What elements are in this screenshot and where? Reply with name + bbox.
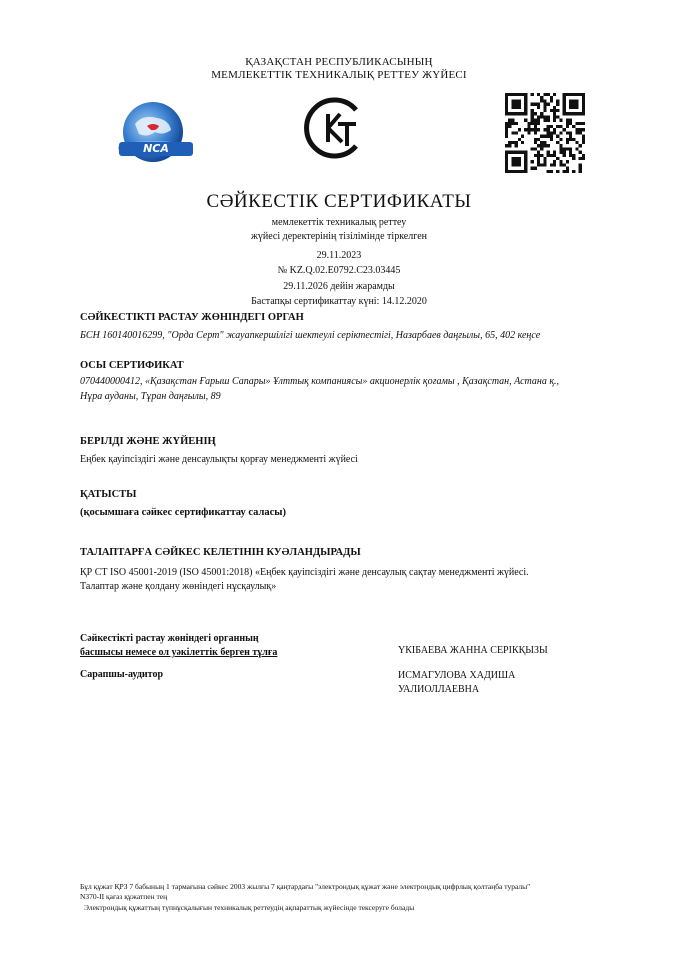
system-label: БЕРІЛДІ ЖӘНЕ ЖҮЙЕНІҢ	[80, 436, 216, 447]
requirements-label: ТАЛАПТАРҒА СӘЙКЕС КЕЛЕТІНІН КУӘЛАНДЫРАДЫ	[80, 547, 361, 558]
header-line-2: МЕМЛЕКЕТТІК ТЕХНИКАЛЫҚ РЕТТЕУ ЖҮЙЕСІ	[211, 69, 467, 81]
scope-value: (қосымшаға сәйкес сертификаттау саласы)	[80, 507, 287, 518]
certificate-holder-line-2: Нұра ауданы, Тұран даңғылы, 89	[80, 391, 221, 402]
nca-logo-text: NCA	[143, 142, 169, 155]
body-value: БСН 160140016299, "Орда Серт" жауапкершілігі шектеулі серіктестігі, Назарбаев даңғылы, 65, 402 кеңсе	[80, 330, 541, 341]
certificate-number: № KZ.Q.02.E0792.C23.03445	[277, 265, 401, 276]
certificate-holder-label: ОСЫ СЕРТИФИКАТ	[80, 360, 184, 371]
body-label: СӘЙКЕСТІКТІ РАСТАУ ЖӨНІНДЕГІ ОРГАН	[80, 312, 304, 323]
requirements-line-2: Талаптар және қолдану жөніндегі нұсқаулық»	[80, 581, 277, 592]
auditor-name-line-1: ИСМАГУЛОВА ХАДИША	[398, 670, 516, 681]
certificate-holder-line-1: 070440000412, «Қазақстан Ғарыш Сапары» Ұлттық компаниясы» акционерлік қоғамы , Қазақстан, Астана қ.,	[80, 376, 560, 387]
header-line-1: ҚАЗАҚСТАН РЕСПУБЛИКАСЫНЫҢ	[245, 56, 433, 68]
registry-line-2: жүйесі деректерінің тізілімінде тіркелген	[250, 231, 427, 242]
footer-line-3: Электрондық құжаттың түпнұсқалығын техникалық реттеудің ақпараттық жүйесінде тексеруге болады	[84, 903, 415, 912]
valid-until: 29.11.2026 дейін жарамды	[283, 281, 395, 292]
auditor-label: Сарапшы-аудитор	[80, 669, 164, 680]
conformity-mark-logo	[302, 96, 366, 160]
qr-code	[505, 93, 585, 173]
footer-line-1: Бұл құжат ҚРЗ 7 бабының 1 тармағына сәйкес 2003 жылғы 7 қаңтардағы "электрондық құжат және электрондық цифрлық қолтаңба туралы"	[80, 882, 531, 891]
registry-line-1: мемлекеттік техникалық реттеу	[271, 217, 407, 228]
system-value: Еңбек қауіпсіздігі және денсаулықты қорғау менеджменті жүйесі	[80, 454, 358, 465]
initial-certification-date: Бастапқы сертификаттау күні: 14.12.2020	[251, 296, 427, 307]
registration-date: 29.11.2023	[316, 250, 362, 261]
head-signatory-name: ҮКІБАЕВА ЖАННА СЕРІКҚЫЗЫ	[398, 645, 548, 656]
scope-label: ҚАТЫСТЫ	[80, 489, 137, 500]
footer-line-2: N370-II қағаз құжатпен тең	[80, 892, 168, 901]
head-signatory-label-line-1: Сәйкестікті растау жөніндегі органның	[80, 633, 259, 644]
certificate-title: СӘЙКЕСТІК СЕРТИФИКАТЫ	[206, 191, 472, 212]
requirements-line-1: ҚР СТ ISO 45001-2019 (ISO 45001:2018) «Еңбек қауіпсіздігі және денсаулық сақтау менеджменті жүйесі.	[80, 567, 529, 578]
nca-logo	[113, 96, 199, 176]
head-signatory-label-line-2: басшысы немесе ол уәкілеттік берген тұлға	[80, 647, 278, 658]
auditor-name-line-2: УАЛИОЛЛАЕВНА	[398, 684, 480, 695]
